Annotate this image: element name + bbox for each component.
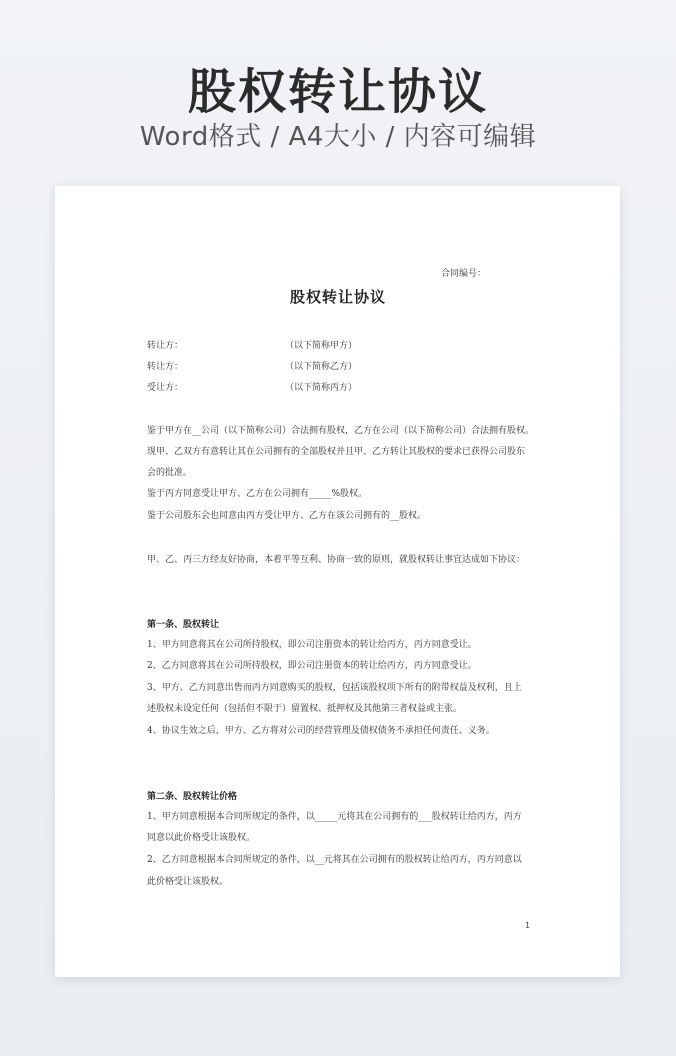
recital-line: 鉴于丙方同意受让甲方、乙方在公司拥有_____%股权。 <box>147 489 368 499</box>
document-page <box>55 186 620 977</box>
party-row <box>147 338 529 352</box>
clause-line: 1、甲方同意根据本合同所规定的条件，以_____元将其在公司拥有的___股权转让给丙方，丙方 <box>147 812 522 822</box>
contract-number-label: 合同编号： <box>441 269 487 279</box>
party-note: （以下简称乙方） <box>285 362 358 372</box>
clause-line: 此价格受让该股权。 <box>147 877 229 887</box>
recital-line: 现甲、乙双方有意转让其在公司拥有的全部股权并且甲、乙方转让其股权的要求已获得公司股东 <box>147 447 526 457</box>
recital-line: 会的批准。 <box>147 468 193 478</box>
party-label: 转让方： <box>147 362 184 372</box>
clause-line: 1、甲方同意将其在公司所持股权，即公司注册资本的转让给丙方，丙方同意受让。 <box>147 640 477 650</box>
section-heading: 第二条、股权转让价格 <box>147 792 238 802</box>
recital-line: 鉴于甲方在__公司（以下简称公司）合法拥有股权，乙方在公司（以下简称公司）合法拥有股权。 <box>147 426 535 436</box>
section-heading: 第一条、股权转让 <box>147 620 220 630</box>
clause-line: 同意以此价格受让该股权。 <box>147 833 256 843</box>
clause-line: 2、乙方同意将其在公司所持股权，即公司注册资本的转让给丙方，丙方同意受让。 <box>147 661 477 671</box>
party-note: （以下简称丙方） <box>285 383 358 393</box>
banner-subtitle: Word格式 / A4大小 / 内容可编辑 <box>139 122 537 152</box>
party-row <box>147 359 529 373</box>
banner-title: 股权转让协议 <box>187 64 488 120</box>
agreement-line: 甲、乙、丙三方经友好协商，本着平等互利、协商一致的原则，就股权转让事宜达成如下协议： <box>147 555 526 565</box>
clause-line: 2、乙方同意根据本合同所规定的条件，以__元将其在公司拥有的股权转让给丙方，丙方同意以 <box>147 855 522 865</box>
party-label: 受让方： <box>147 383 184 393</box>
clause-line: 3、甲方、乙方同意出售而丙方同意购买的股权，包括该股权项下所有的附带权益及权利，且上 <box>147 683 522 693</box>
clause-line: 述股权未设定任何（包括但不限于）留置权、抵押权及其他第三者权益或主张。 <box>147 704 463 714</box>
party-label: 转让方： <box>147 341 184 351</box>
document-title: 股权转让协议 <box>289 288 386 306</box>
banner <box>0 0 676 186</box>
recital-line: 鉴于公司股东会也同意由丙方受让甲方、乙方在该公司拥有的__股权。 <box>147 511 427 521</box>
party-note: （以下简称甲方） <box>285 341 358 351</box>
page-number: 1 <box>525 921 531 930</box>
party-row <box>147 380 529 394</box>
clause-line: 4、协议生效之后，甲方、乙方将对公司的经营管理及债权债务不承担任何责任、义务。 <box>147 726 495 736</box>
